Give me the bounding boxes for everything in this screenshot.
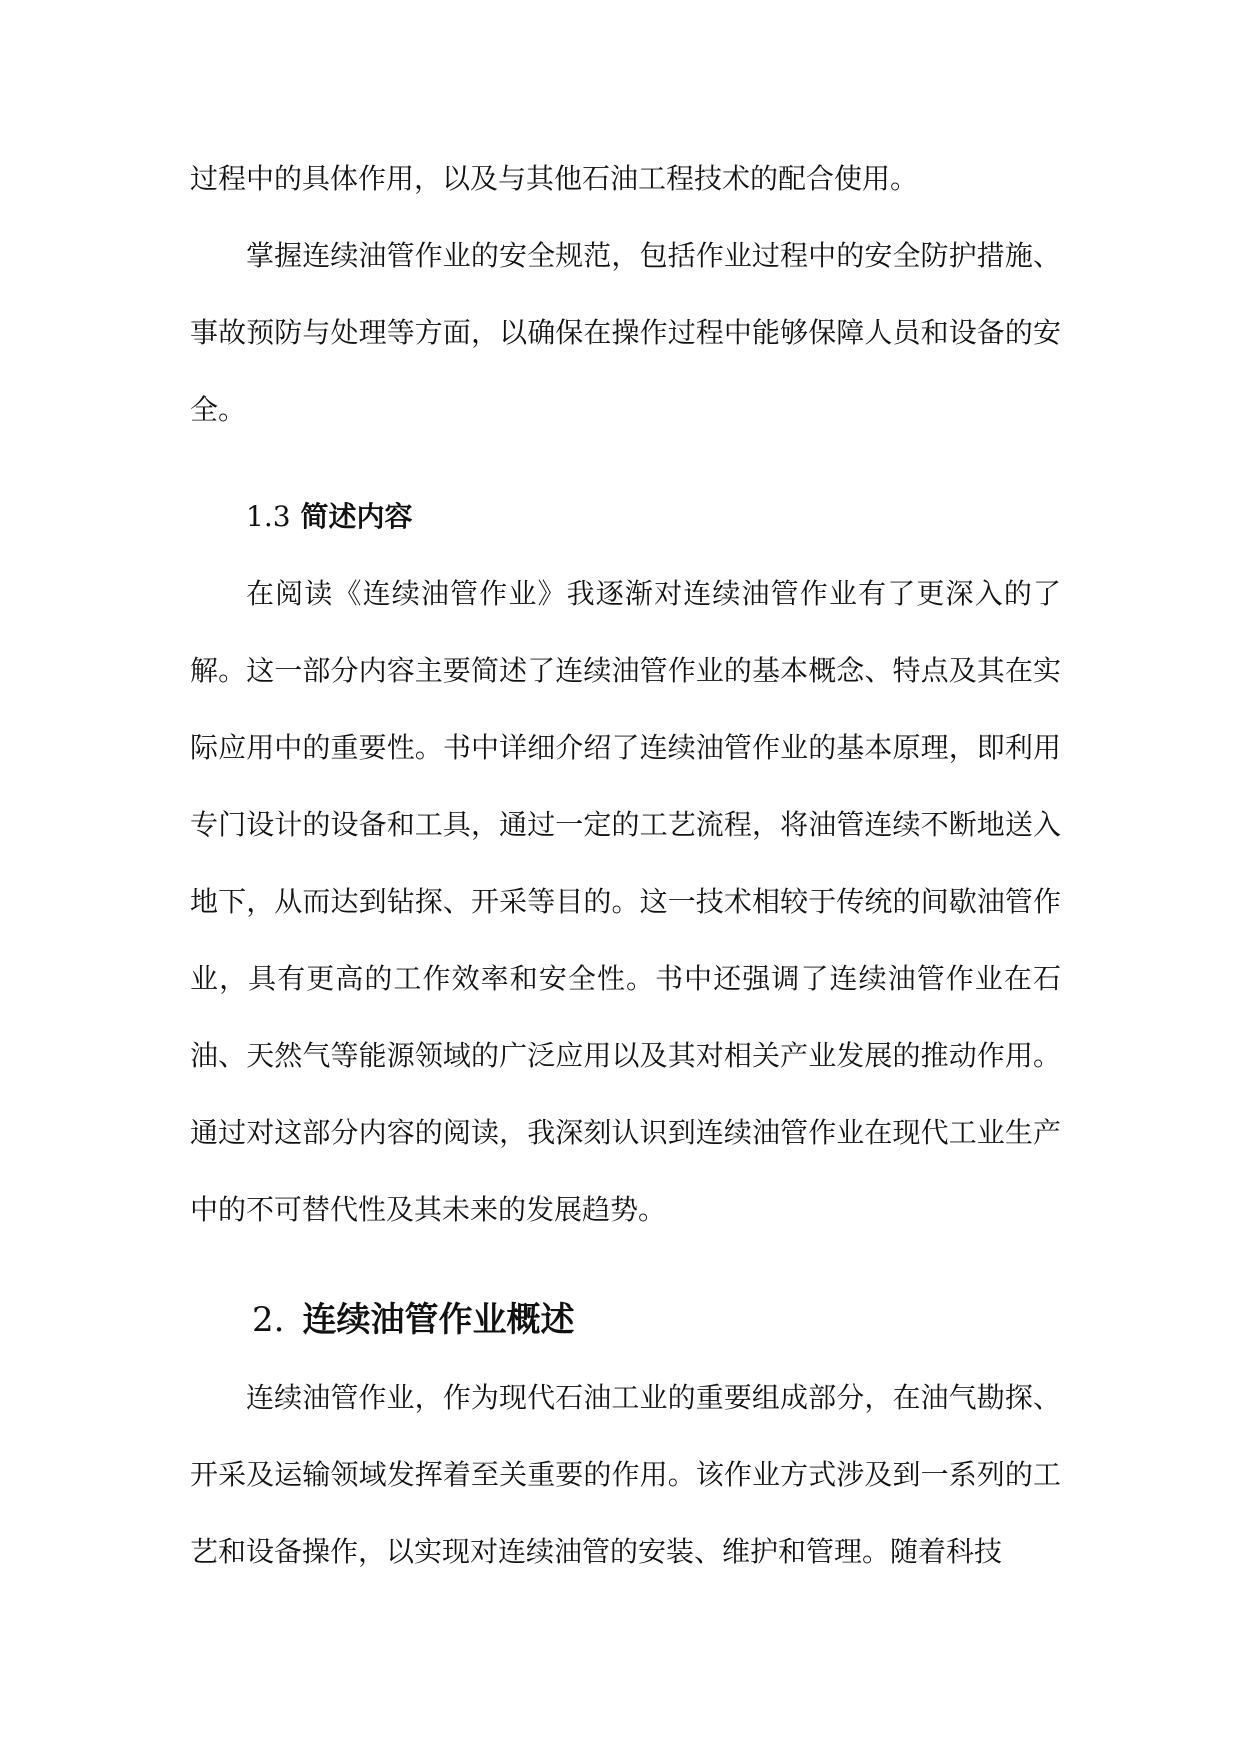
paragraph-continuation: 过程中的具体作用，以及与其他石油工程技术的配合使用。 [190, 162, 919, 195]
heading-number: 2. [252, 1300, 285, 1340]
heading-title: 连续油管作业概述 [302, 1300, 575, 1340]
paragraph-overview: 连续油管作业，作为现代石油工业的重要组成部分，在油气勘探、开采及运输领域发挥着至关重要的作用。该作业方式涉及到一系列的工艺和设备操作，以实现对连续油管的安装、维护和管理。随着科技 [190, 1381, 1061, 1568]
heading-2 [190, 1282, 1061, 1359]
heading-title: 简述内容 [300, 500, 413, 533]
heading-1-3 [190, 478, 1061, 555]
paragraph-summary: 在阅读《连续油管作业》我逐渐对连续油管作业有了更深入的了解。这一部分内容主要简述了连续油管作业的基本概念、特点及其在实际应用中的重要性。书中详细介绍了连续油管作业的基本原理，即利用专门设计的设备和工具，通过一定的工艺流程，将油管连续不断地送入地下，从而达到钻探、开采等目的。这一技术相较于传统的间歇油管作业，具有更高的工作效率和安全性。书中还强调了连续油管作业在石油、天然气等能源领域的广泛应用以及其对相关产业发展的推动作用。通过对这部分内容的阅读，我深刻认识到连续油管作业在现代工业生产中的不可替代性及其未来的发展趋势。 [190, 577, 1061, 1226]
paragraph-safety: 掌握连续油管作业的安全规范，包括作业过程中的安全防护措施、事故预防与处理等方面，以确保在操作过程中能够保障人员和设备的安全。 [190, 239, 1061, 426]
heading-number: 1.3 [246, 500, 291, 533]
